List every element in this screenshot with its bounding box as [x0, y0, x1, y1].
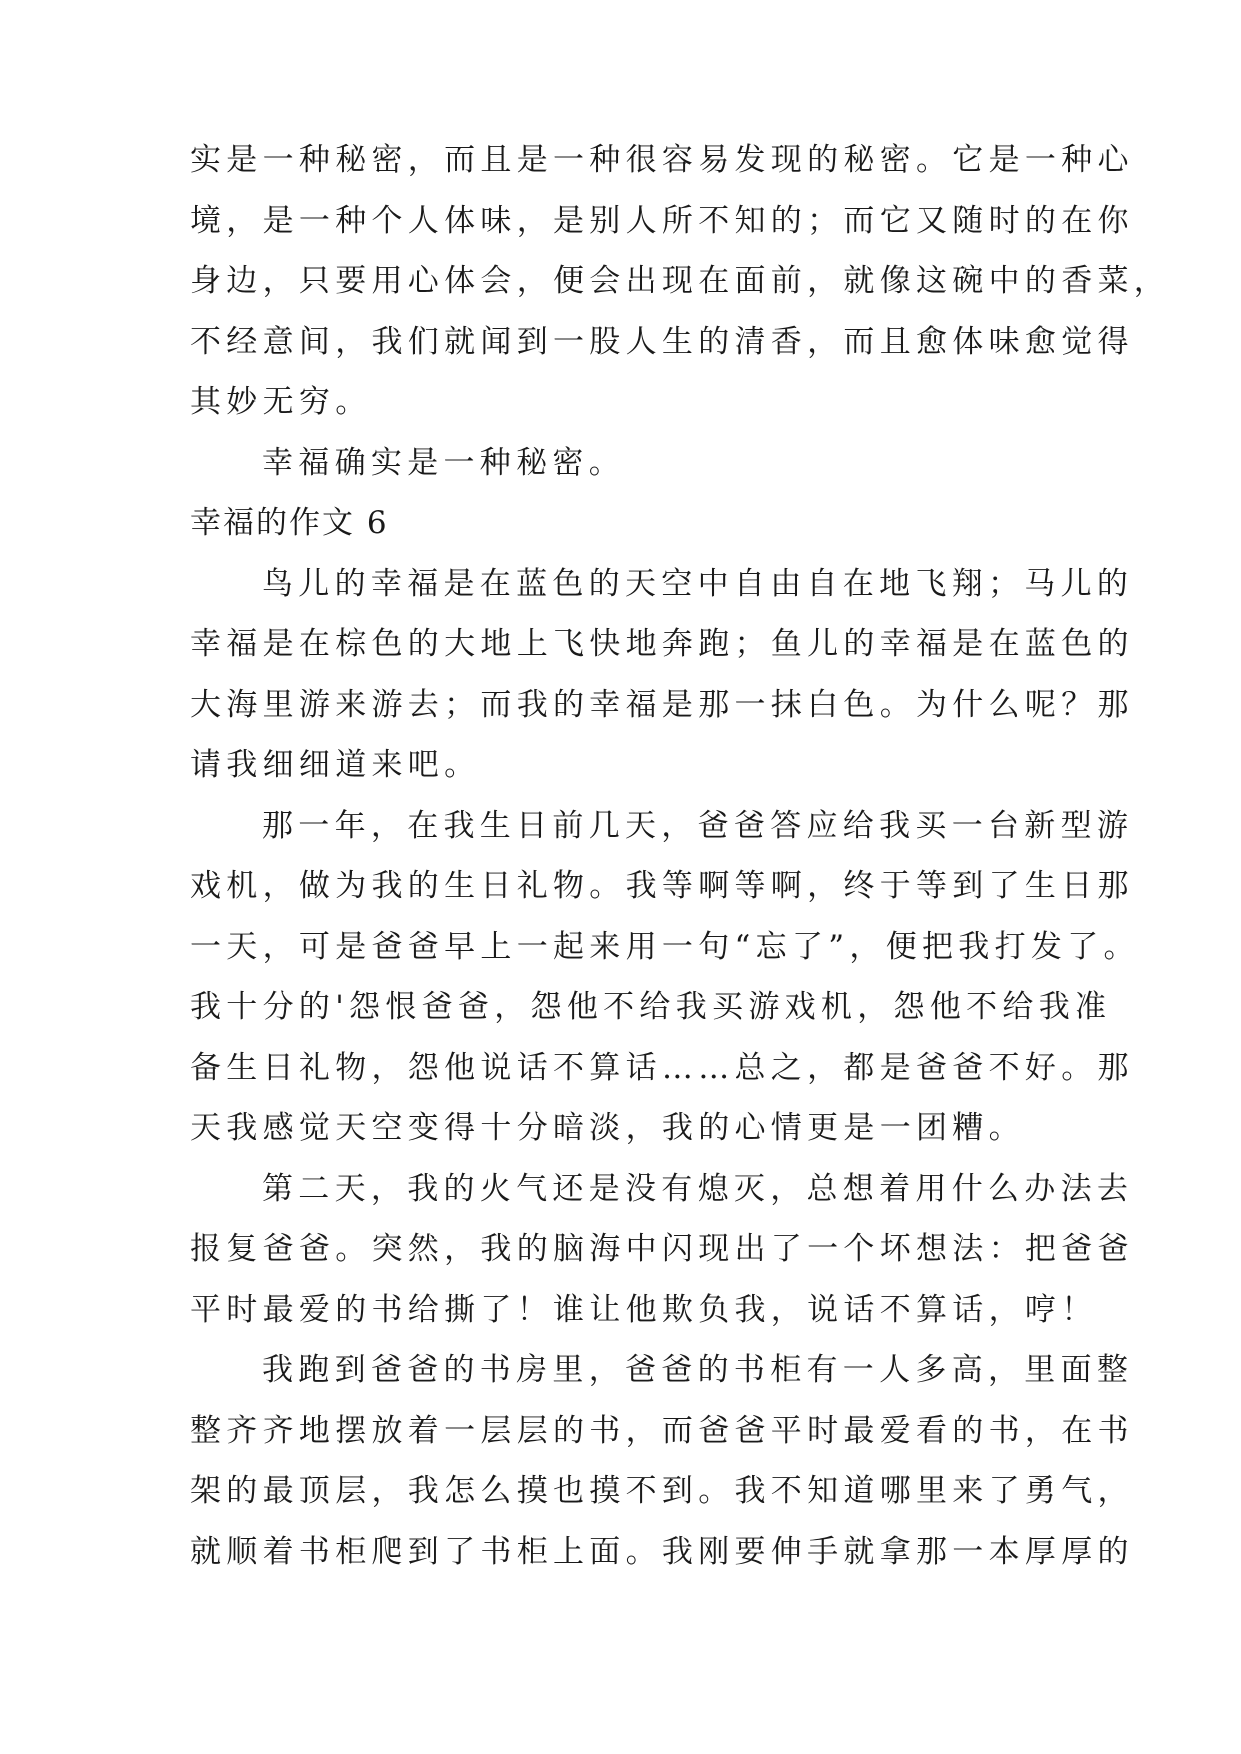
- text-line: 我十分的'怨恨爸爸，怨他不给我买游戏机，怨他不给我准: [190, 989, 1112, 1025]
- text-line: 那一年，在我生日前几天，爸爸答应给我买一台新型游: [262, 807, 1134, 844]
- text-line: 身边，只要用心体会，便会出现在面前，就像这碗中的香菜，: [190, 263, 1171, 299]
- text-line: 幸福是在棕色的大地上飞快地奔跑；鱼儿的幸福是在蓝色的: [190, 626, 1134, 662]
- text-line: 请我细细道来吧。: [190, 747, 481, 783]
- text-line: 鸟儿的幸福是在蓝色的天空中自由自在地飞翔；马儿的: [262, 565, 1134, 602]
- paragraph-1: [190, 130, 1171, 433]
- text-line: 一天，可是爸爸早上一起来用一句“忘了”，便把我打发了。: [190, 928, 1140, 965]
- document-page: [190, 130, 1171, 1582]
- paragraph-5: [190, 1159, 1134, 1341]
- text-line: 境，是一种个人体味，是别人所不知的；而它又随时的在你: [190, 202, 1134, 239]
- text-line: 实是一种秘密，而且是一种很容易发现的秘密。它是一种心: [190, 142, 1134, 178]
- section-heading: 幸福的作文 6: [190, 505, 389, 541]
- text-line: 天我感觉天空变得十分暗淡，我的心情更是一团糟。: [190, 1110, 1025, 1146]
- paragraph-4: [190, 796, 1140, 1159]
- text-line: 就顺着书柜爬到了书柜上面。我刚要伸手就拿那一本厚厚的: [190, 1533, 1134, 1570]
- text-line: 戏机，做为我的生日礼物。我等啊等啊，终于等到了生日那: [190, 868, 1134, 904]
- text-line: 架的最顶层，我怎么摸也摸不到。我不知道哪里来了勇气，: [190, 1473, 1134, 1509]
- text-line: 第二天，我的火气还是没有熄灭，总想着用什么办法去: [262, 1170, 1134, 1207]
- text-line: 幸福确实是一种秘密。: [262, 444, 625, 481]
- text-line: 报复爸爸。突然，我的脑海中闪现出了一个坏想法：把爸爸: [190, 1231, 1134, 1267]
- text-line: 我跑到爸爸的书房里，爸爸的书柜有一人多高，里面整: [262, 1352, 1134, 1388]
- text-line: 其妙无穷。: [190, 384, 372, 420]
- text-line: 整齐齐地摆放着一层层的书，而爸爸平时最爱看的书，在书: [190, 1412, 1134, 1449]
- text-line: 平时最爱的书给撕了！谁让他欺负我，说话不算话，哼！: [190, 1291, 1098, 1328]
- text-line: 不经意间，我们就闻到一股人生的清香，而且愈体味愈觉得: [190, 323, 1134, 360]
- paragraph-3: [190, 554, 1134, 796]
- text-line: 大海里游来游去；而我的幸福是那一抹白色。为什么呢？那: [190, 686, 1134, 723]
- paragraph-2: [190, 433, 1050, 494]
- text-line: 备生日礼物，怨他说话不算话……总之，都是爸爸不好。那: [190, 1049, 1134, 1086]
- paragraph-6: [190, 1340, 1134, 1582]
